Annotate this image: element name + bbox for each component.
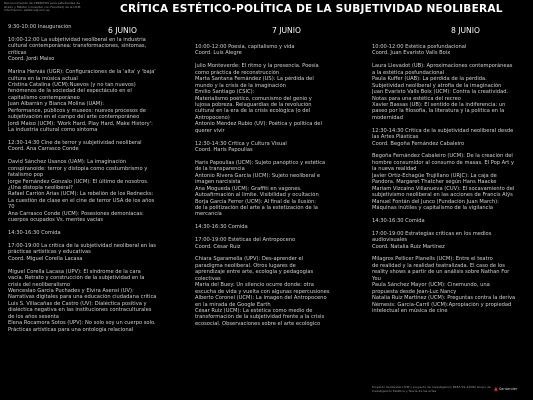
schedule-line: de la politización del arte a la estetización de la <box>195 204 318 211</box>
schedule-line: de los años sesenta <box>8 313 59 320</box>
schedule-line: Haris Papoulias (UCM): Sujeto panóptico y estética <box>195 159 326 166</box>
schedule-line: Alberto Coronel (UCM): La imagen del Antropoceno <box>195 295 327 302</box>
schedule-line: las Artes Plásticas <box>372 134 419 141</box>
schedule-line: Juan Evaristo Valls Boix (UCM): Contra la creatividad. <box>372 89 509 96</box>
schedule-line: de la transparencia <box>195 166 245 173</box>
column-day-3 <box>372 44 532 314</box>
schedule-line: Paula Sánchez Mayor (UCM): Cinemundo, una <box>372 282 490 289</box>
schedule-line: mundo y la crisis de la imaginación <box>195 82 286 89</box>
schedule-line: fatalismo pop <box>8 172 44 179</box>
schedule-line: 14:30-16:30 Comida <box>195 224 248 231</box>
schedule-line: aprendizaje entre arte, ecología y pedagogías <box>195 269 314 276</box>
day-label-1: 6 JUNIO <box>108 26 137 35</box>
schedule-line: dialéctica negativa en las instituciones contraculturales <box>8 307 152 314</box>
schedule-line: You <box>372 275 381 282</box>
schedule-line: Coord. Haris Papoulias <box>195 147 253 153</box>
schedule-line: cultural en la era de la crisis ecológica (o del <box>195 108 311 115</box>
schedule-line: 70 <box>8 204 15 211</box>
schedule-line: Máquinas inútiles y capitalismo de la vigilancia <box>372 204 494 211</box>
schedule-line: paradigma neoliberal. Otros lugares de <box>195 262 296 269</box>
schedule-line: Jordi Maiso (UCM): 'Work Hard, Play Hard, Make History': <box>8 120 153 127</box>
schedule-line: Jorge Fernández Gonzalo (UCM): El último de nosotros. <box>8 178 149 185</box>
schedule-line: Miguel Corella Lacasa (UPV): El síndrome de la cara <box>8 268 141 275</box>
schedule-line: 14:30-16:30 Comida <box>372 217 425 224</box>
schedule-line: 10:00-12:00 Estética posfundacional <box>372 44 467 50</box>
schedule-line: Marta Santana Fernández (US): La pérdida del <box>195 76 314 83</box>
schedule-line: reality shows a partir de un análisis sobre Nathan For <box>372 269 510 276</box>
schedule-line: lujosa pobreza. Relaguardias de la revolución <box>195 101 312 108</box>
schedule-line: fenómenos de la sociedad del espectáculo en el <box>8 88 132 95</box>
schedule-line: Subjetividad neoliberal y atrofia de la imaginación <box>372 82 502 89</box>
schedule-line: críticas <box>8 49 27 56</box>
day-label-3: 8 JUNIO <box>451 26 480 35</box>
footer-note: Proyecto Santander-UCM y proyecto de Investigación PR87/19-22582 Grupo de Investigación Estética y Teoría de las Artes <box>372 385 491 393</box>
schedule-line: Wenceslao García Puchades y Elvira Asensi (UV): <box>8 287 134 294</box>
schedule-line: Coord. Jordi Maiso <box>8 56 55 63</box>
schedule-line: Milagros Pellicer Planells (UCM): Entre el teatro <box>372 256 493 263</box>
schedule-line: 10:00-12:00 Poesía, capitalismo y vida <box>195 44 295 50</box>
schedule-line: en la mirada de Google Earth <box>195 301 271 308</box>
schedule-line: 14:30-16:30 Comida <box>8 230 61 236</box>
column-day-2 <box>195 44 360 327</box>
schedule-line: como práctica de reconstrucción <box>195 69 280 76</box>
schedule-line: audiovisuales <box>372 237 408 244</box>
schedule-line: Begoña Fernández Cabaleiro (UCM): De la creación del <box>372 153 513 160</box>
schedule-line: Marina Hervás (UGR): Configuraciones de la 'alta' y 'baja' <box>8 69 156 76</box>
schedule-line: Materialismo poético, comunismo del genio y <box>195 95 312 102</box>
schedule-line: intelectual en música de cine <box>372 307 448 314</box>
schedule-line: 12:30-14:30 Cine de terror y subjetividad neoliberal <box>8 139 142 146</box>
schedule-line: Coord. Miguel Corella Lacasa <box>8 255 83 262</box>
schedule-line: ¿Una distopía neoliberal? <box>8 184 73 191</box>
schedule-line: cultural contemporánea: transformaciones, síntomas, <box>8 43 147 50</box>
schedule-line: 9:30-10:00 Inauguración <box>8 24 72 30</box>
schedule-line: Xavier Bassas (UB): El sentido de la indiferencia: un <box>372 101 506 108</box>
schedule-line: Némesis: García-Carril (UCM):Apropiación y propiedad <box>372 301 512 308</box>
schedule-line: modernidad <box>372 114 403 121</box>
schedule-line: cultura en la música actual <box>8 75 78 82</box>
schedule-line: Javier Ortiz-Echagüe Trujillano (URJC): La caja de <box>372 172 497 179</box>
schedule-line: Julio Monteverde: El ritmo y la presencia. Poesía <box>195 63 319 70</box>
schedule-line: Autoafirmación al límite. Visibilidad y ocultación <box>195 192 319 199</box>
schedule-line: 17:00-19:00 Estéticas del Antropoceno <box>195 237 296 244</box>
schedule-line: Elena Rocamora Sotos (UPV): No solo soy un cuerpo solo. <box>8 320 156 327</box>
sponsor-logo-text: Santander <box>498 387 518 391</box>
schedule-line: propuesta desde Jean-Luc Nancy <box>372 288 457 295</box>
sponsor-logo <box>494 386 517 392</box>
flame-icon: ▲ <box>494 386 498 392</box>
column-day-1 <box>8 24 184 333</box>
schedule-line: Laura Llevadot (UB): Aproximaciones contemporáneas <box>372 63 513 70</box>
schedule-line: 17:00-19:00 La crítica de la subjetividad neoliberal en las <box>8 242 156 249</box>
schedule-line: Coord. Ana Carrasco Conde <box>8 146 79 153</box>
schedule-line: 12:30-14:30 Crítica y Cultura Visual <box>195 140 287 147</box>
schedule-line: la nueva realidad <box>372 166 417 173</box>
schedule-line: César Ruiz (UCM): La estética como medio de <box>195 307 313 314</box>
schedule-line: Coord. Juan Evaristo Valls Boix <box>372 50 451 57</box>
schedule-line: conspiranoide: terror y distopía como costumbrismo y <box>8 165 148 172</box>
schedule-line: David Sánchez Usanos (UAM): La imaginación <box>8 159 127 166</box>
schedule-line: Prácticas artísticas para una ontología relacional <box>8 326 134 333</box>
schedule-line: de realidad y la realidad teatralizada. El caso de los <box>372 262 505 269</box>
schedule-line: querer vivir <box>195 127 225 134</box>
schedule-line: Chiara Sgaramella (UPV): Des-aprender el <box>195 256 304 263</box>
schedule-line: Luis S. Villacañas de Castro (UV): Dialéctica positiva y <box>8 300 147 307</box>
schedule-line: Natalia Ruiz Martínez (UCM): Preguntas contra la deriva <box>372 295 516 302</box>
schedule-line: Paula Kuffer (UAB): La pérdida de la pérdida. <box>372 76 487 83</box>
schedule-line: Notas para una estética del recreo <box>372 95 461 102</box>
schedule-line: Emilio Santiago (CSIC): <box>195 89 255 96</box>
schedule-line: cuerpos ocupados Vs. mentes vacías <box>8 217 104 224</box>
schedule-line: Ana Mogueda (UCM): Graffiti en vagones. <box>195 185 302 192</box>
schedule-line: hombre consumidor al consumo de masas. El Pop Art y <box>372 159 514 166</box>
schedule-line: subjetivismo neoliberal en las acciones de Francis Alÿs <box>372 192 513 199</box>
schedule-line: Mariam Vizcaíno Villanueva (CUV): El socavamiento del <box>372 185 515 192</box>
schedule-line: Coord. Luis Alegre <box>195 50 242 57</box>
schedule-line: Borja García Ferrer (UCM): Al final de la ilusión: <box>195 198 317 205</box>
schedule-line: Coord. Natalia Ruiz Martínez <box>372 243 445 250</box>
schedule-line: 17:00-19:00 Estrategias críticas en los medios <box>372 230 492 237</box>
schedule-line: paseo por la filosofía, la literatura y la política en la <box>372 108 505 115</box>
schedule-line: escucha de vida y vuelta con algunas repercusiones <box>195 288 330 295</box>
schedule-line: subjetivación en el campo del arte contemporáneo <box>8 114 140 121</box>
schedule-line: La cuestión de clase en el cine de terror USA de los años <box>8 197 155 204</box>
schedule-line: Coord. Begoña Fernández Cabaleiro <box>372 140 465 147</box>
schedule-line: Manuel Fontán del Junco (Fundación Juan March): <box>372 198 499 205</box>
schedule-line: colectivas <box>195 275 221 282</box>
schedule-line: Antropoceno) <box>195 114 230 121</box>
schedule-line: La industria cultural como síntoma <box>8 127 98 133</box>
schedule-line: Antonio Méndez Rubio (UV): Poética y política del <box>195 121 322 128</box>
schedule-line: vacía. Retrato y construcción de la subjetividad en la <box>8 275 145 282</box>
schedule-line: capitalismo contemporáneo <box>8 94 80 101</box>
schedule-line: 10:00-12:00 La subjetividad neoliberal en la industria <box>8 36 146 43</box>
schedule-line: Pandora. Margaret Thatcher según Hans Haacke <box>372 179 497 186</box>
schedule-line: Cristina Catalina (UCM):Nuevos (y no tan nuevos) <box>8 81 136 88</box>
schedule-line: crisis del neoliberalismo <box>8 281 71 288</box>
day-label-2: 7 JUNIO <box>272 26 301 35</box>
page-title: CRÍTICA ESTÉTICO-POLÍTICA DE LA SUBJETIVIDAD NEOLIBERAL <box>120 3 503 15</box>
schedule-line: ecosocial. Observaciones sobre el arte ecológico <box>195 320 321 327</box>
schedule-line: transformación de la subjetividad frente a la crisis <box>195 314 325 321</box>
schedule-line: Performance, públicos y museos: nuevos procesos de <box>8 107 146 114</box>
schedule-line: Coord. César Ruiz <box>195 243 241 250</box>
schedule-line: Rafael Carrión Arias (UCM): La rebelión de los Rednecks: <box>8 191 154 198</box>
schedule-line: Narrativas digitales para una educación ciudadana crítica <box>8 294 157 301</box>
schedule-line: Ana Carrasco Conde (UCM): Posesiones demoníacas: <box>8 210 144 217</box>
schedule-line: Antonio Rivera García (UCM): Sujeto neoliberal e <box>195 172 321 179</box>
schedule-line: a la estética posfundacional <box>372 69 445 76</box>
schedule-line: prácticas artísticas y educativas <box>8 249 91 256</box>
schedule-line: mercancía <box>195 211 222 218</box>
schedule-line: María del Buey: Un silencio ocurre donde: otra <box>195 282 314 289</box>
header-note: Reconocimiento de CRÉDITOS para estudiantes de Grado y Máster (consultar con Facultad) de la UCM. Información: estetica@ucm.es <box>4 1 82 13</box>
schedule-line: Juan Albarrán y Bianca Molina (UAM): <box>8 101 104 108</box>
schedule-line: imagen narcisista <box>195 179 241 186</box>
schedule-line: 12:30-14:30 Crítica de la subjetividad neoliberal desde <box>372 127 514 134</box>
